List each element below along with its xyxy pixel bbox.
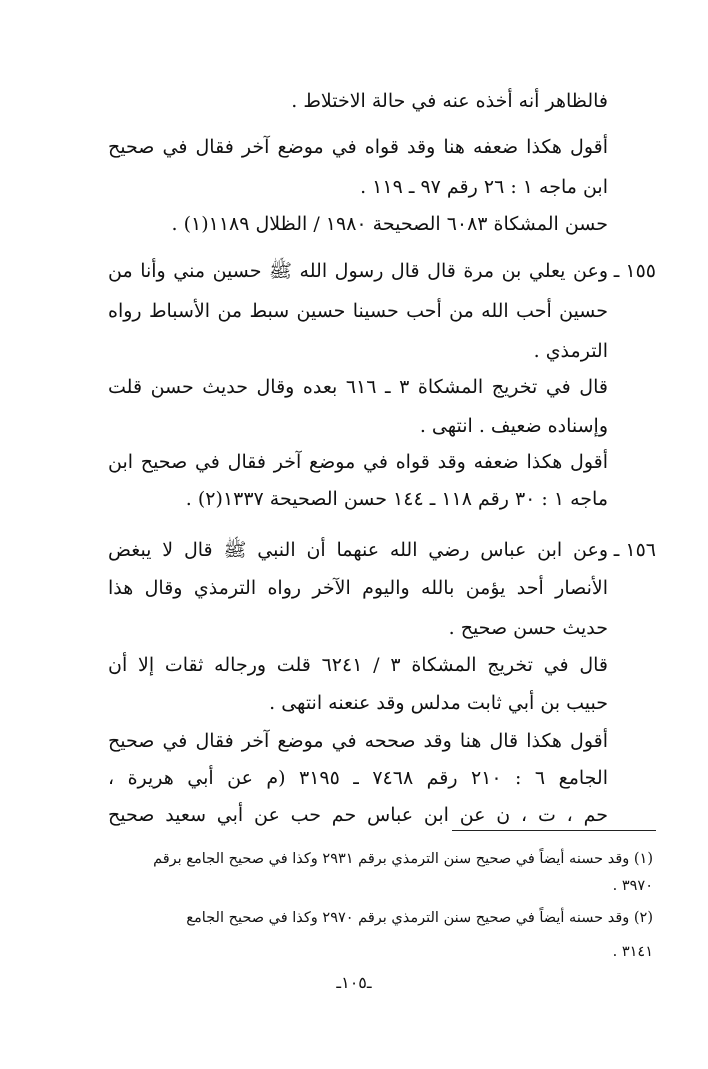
hadith-line: حم ، ت ، ن عن ابن عباس حم حب عن أبي سعيد صحيح — [108, 804, 608, 826]
hadith-line: وعن يعلي بن مرة قال قال رسول الله ﷺ حسين مني وأنا من — [108, 260, 608, 282]
hadith-line: قال في تخريج المشكاة ٣ / ٦٢٤١ قلت ورجاله ثقات إلا أن — [108, 654, 608, 676]
hadith-number: ١٥٦ ـ — [613, 539, 656, 561]
hadith-line: وعن ابن عباس رضي الله عنهما أن النبي ﷺ قال لا يبغض — [108, 539, 608, 561]
hadith-line: الترمذي . — [533, 340, 608, 362]
hadith-line: حبيب بن أبي ثابت مدلس وقد عنعنه انتهى . — [269, 692, 608, 714]
footnote-line: ٣١٤١ . — [612, 944, 653, 960]
hadith-line: وإسناده ضعيف . انتهى . — [419, 415, 608, 437]
hadith-line: حسين أحب الله من أحب حسينا حسين سبط من الأسباط رواه — [108, 300, 608, 322]
intro-line: أقول هكذا ضعفه هنا وقد قواه في موضع آخر فقال في صحيح — [108, 136, 608, 158]
hadith-number: ١٥٥ ـ — [613, 260, 656, 282]
intro-line: فالظاهر أنه أخذه عنه في حالة الاختلاط . — [291, 90, 608, 112]
intro-line: حسن المشكاة ٦٠٨٣ الصحيحة ١٩٨٠ / الظلال ١١٨٩(١) . — [171, 213, 608, 235]
hadith-line: الأنصار أحد يؤمن بالله واليوم الآخر رواه الترمذي وقال هذا — [108, 577, 608, 599]
footnote-line: (٢) وقد حسنه أيضاً في صحيح سنن الترمذي برقم ٢٩٧٠ وكذا في صحيح الجامع — [186, 910, 653, 926]
footnote-line: (١) وقد حسنه أيضاً في صحيح سنن الترمذي برقم ٢٩٣١ وكذا في صحيح الجامع برقم — [153, 851, 653, 867]
footnote-separator — [452, 830, 656, 831]
hadith-line: حديث حسن صحيح . — [448, 617, 608, 639]
footnote-line: ٣٩٧٠ . — [612, 878, 653, 894]
hadith-line: الجامع ٦ : ٢١٠ رقم ٧٤٦٨ ـ ٣١٩٥ (م عن أبي هريرة ، — [108, 767, 608, 789]
hadith-line: قال في تخريج المشكاة ٣ ـ ٦١٦ بعده وقال حديث حسن قلت — [108, 376, 608, 398]
page-number: ـ١٠٥ـ — [336, 973, 372, 992]
hadith-line: أقول هكذا ضعفه وقد قواه في موضع آخر فقال في صحيح ابن — [108, 451, 608, 473]
hadith-line: أقول هكذا قال هنا وقد صححه في موضع آخر فقال في صحيح — [108, 730, 608, 752]
hadith-line: ماجه ١ : ٣٠ رقم ١١٨ ـ ١٤٤ حسن الصحيحة ١٣٣٧(٢) . — [185, 488, 608, 510]
intro-line: ابن ماجه ١ : ٢٦ رقم ٩٧ ـ ١١٩ . — [360, 176, 608, 198]
